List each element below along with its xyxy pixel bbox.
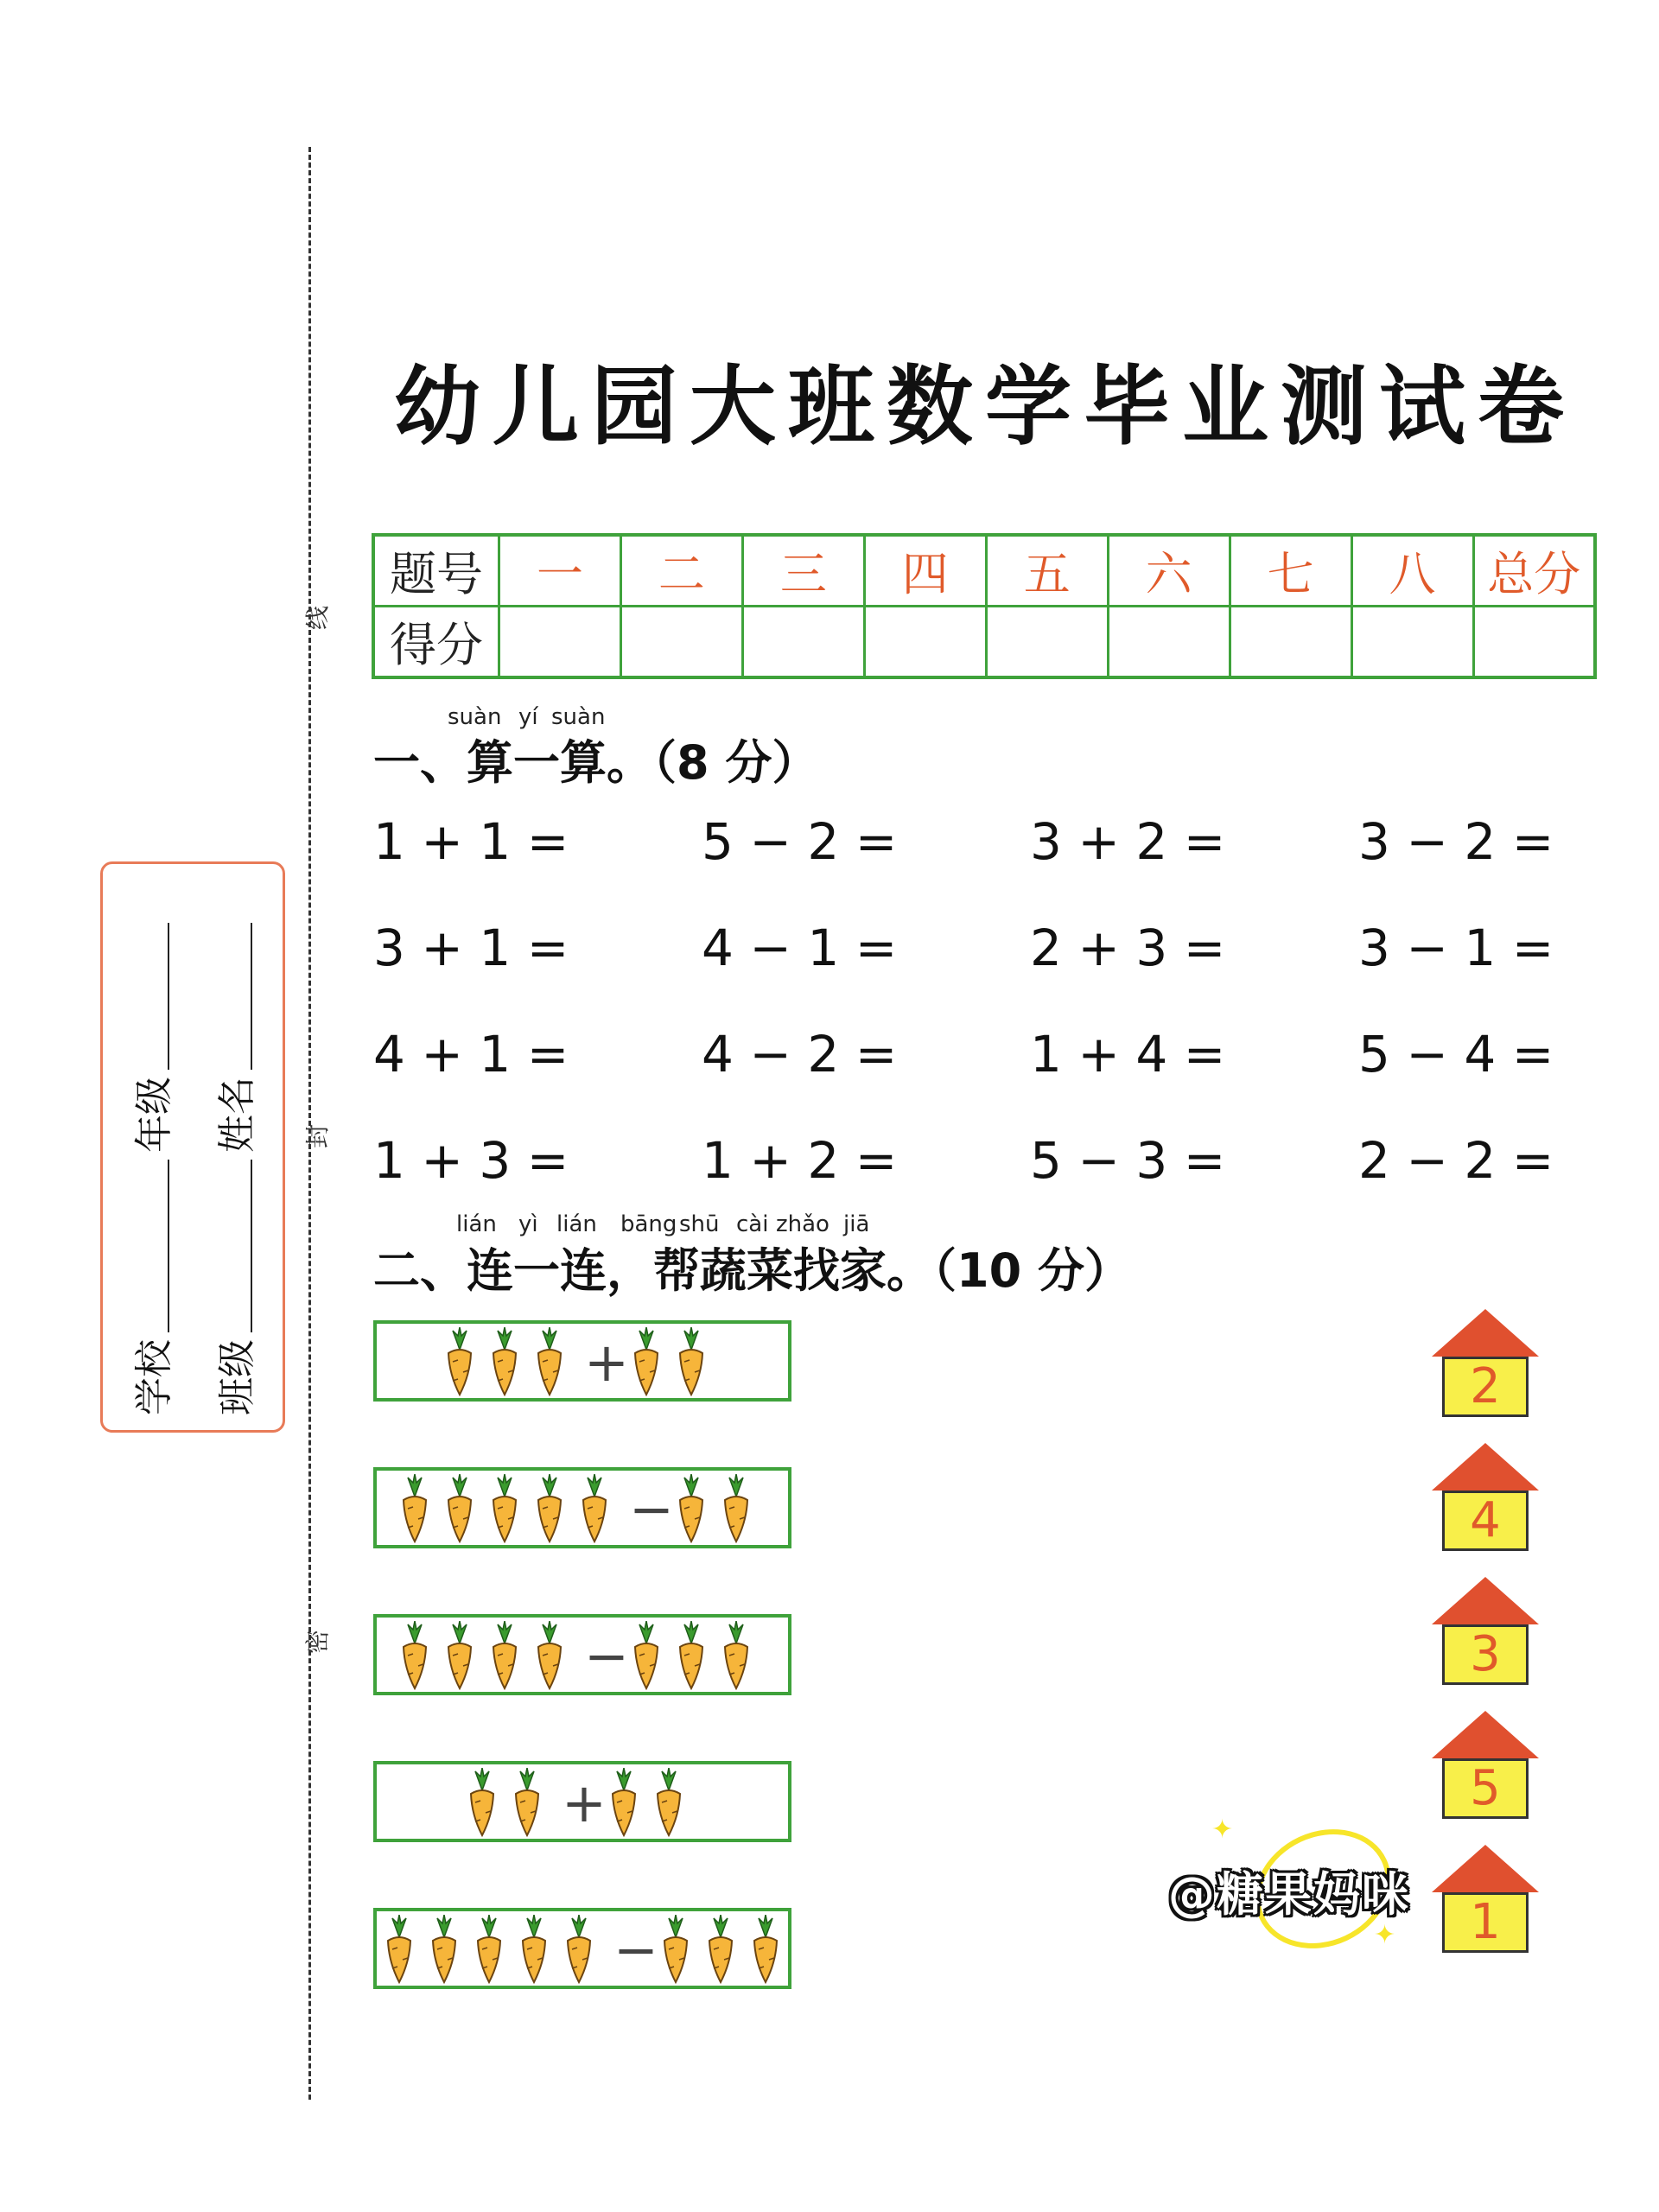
carrot-icon [489, 1474, 520, 1543]
house-number: 4 [1442, 1491, 1529, 1551]
section1-pinyin-1: suàn [448, 704, 502, 730]
equation: 5 − 2 = [702, 812, 898, 871]
carrot-icon [631, 1621, 662, 1690]
section2-pinyin-4: bāng [620, 1211, 677, 1237]
carrot-icon [579, 1474, 610, 1543]
section2-title: 二、连一连，帮蔬菜找家。（10 分） [373, 1243, 1131, 1298]
class-label: 班级 [215, 1339, 259, 1415]
section2-pinyin-3: lián [556, 1211, 597, 1237]
carrot-icon [534, 1621, 565, 1690]
score-col-total: 总分 [1473, 535, 1595, 607]
house-roof [1432, 1577, 1539, 1624]
school-blank[interactable] [168, 1160, 169, 1332]
score-table-row2-label: 得分 [373, 607, 499, 678]
seal-mark-mi: 密 [303, 1629, 333, 1655]
seal-mark-xian: 线 [303, 605, 333, 631]
section2-pinyin-1: lián [456, 1211, 497, 1237]
equation: 3 + 2 = [1030, 812, 1226, 871]
school-label: 学校 [132, 1339, 176, 1415]
equation: 1 + 2 = [702, 1131, 898, 1190]
grade-label: 年级 [132, 1077, 176, 1153]
equation: 3 − 2 = [1358, 812, 1554, 871]
house-number: 3 [1442, 1624, 1529, 1685]
carrot-icon [384, 1915, 415, 1984]
carrot-icon [653, 1768, 684, 1837]
equation: 4 − 1 = [702, 918, 898, 977]
carrot-icon [721, 1621, 752, 1690]
carrot-icon [608, 1768, 639, 1837]
score-cell-2[interactable] [620, 607, 742, 678]
name-label: 姓名 [215, 1077, 259, 1153]
equation: 4 + 1 = [373, 1025, 569, 1084]
sparkle-icon: ✦ [1211, 1815, 1234, 1845]
house-3[interactable] [1432, 1577, 1539, 1686]
section2-pinyin-6: cài [736, 1211, 769, 1237]
carrot-icon [631, 1327, 662, 1396]
equation: 1 + 1 = [373, 812, 569, 871]
section2-pinyin-5: shū [679, 1211, 720, 1237]
score-col-1: 一 [499, 535, 621, 607]
carrot-icon [467, 1768, 498, 1837]
score-col-7: 七 [1230, 535, 1351, 607]
carrot-icon [676, 1621, 707, 1690]
score-col-2: 二 [620, 535, 742, 607]
score-cell-5[interactable] [986, 607, 1108, 678]
student-info-box [100, 861, 285, 1433]
section1-title: 一、算一算。（8 分） [373, 735, 819, 790]
house-roof [1432, 1443, 1539, 1491]
score-table-row1-label: 题号 [373, 535, 499, 607]
carrot-row-4[interactable] [373, 1761, 791, 1842]
carrot-row-3[interactable] [373, 1614, 791, 1695]
score-cell-7[interactable] [1230, 607, 1351, 678]
carrot-icon [518, 1915, 550, 1984]
carrot-icon [660, 1915, 691, 1984]
watermark-text: @糖果妈咪 [1168, 1867, 1410, 1922]
carrot-icon [563, 1915, 594, 1984]
carrot-icon [705, 1915, 736, 1984]
carrot-icon [750, 1915, 781, 1984]
section1-pinyin-3: suàn [551, 704, 606, 730]
score-cell-3[interactable] [742, 607, 864, 678]
equation: 4 − 2 = [702, 1025, 898, 1084]
section2-pinyin-7: zhǎo [776, 1211, 830, 1237]
house-number: 1 [1442, 1892, 1529, 1953]
carrot-icon [489, 1621, 520, 1690]
house-2[interactable] [1432, 1443, 1539, 1552]
carrot-icon [444, 1474, 475, 1543]
section2-pinyin-8: jiā [843, 1211, 870, 1237]
page-title: 幼儿园大班数学毕业测试卷 [394, 355, 1576, 457]
plus-sign: + [562, 1771, 607, 1834]
minus-sign: − [629, 1478, 674, 1541]
carrot-icon [474, 1915, 505, 1984]
equation: 3 − 1 = [1358, 918, 1554, 977]
score-cell-1[interactable] [499, 607, 621, 678]
equation: 3 + 1 = [373, 918, 569, 977]
equation: 2 + 3 = [1030, 918, 1226, 977]
sparkle-icon: ✦ [1374, 1920, 1396, 1950]
info-column-school-grade [111, 880, 189, 1415]
carrot-icon [721, 1474, 752, 1543]
house-number: 2 [1442, 1357, 1529, 1417]
section1-pinyin-2: yí [518, 704, 538, 730]
name-blank[interactable] [251, 923, 252, 1070]
carrot-icon [534, 1327, 565, 1396]
equation: 1 + 4 = [1030, 1025, 1226, 1084]
carrot-icon [676, 1474, 707, 1543]
carrot-icon [429, 1915, 460, 1984]
house-roof [1432, 1845, 1539, 1892]
score-cell-8[interactable] [1351, 607, 1473, 678]
house-roof [1432, 1309, 1539, 1357]
equation: 5 − 4 = [1358, 1025, 1554, 1084]
carrot-icon [534, 1474, 565, 1543]
seal-mark-feng: 封 [303, 1123, 333, 1149]
score-col-3: 三 [742, 535, 864, 607]
house-roof [1432, 1711, 1539, 1758]
carrot-row-1[interactable] [373, 1320, 791, 1402]
score-col-6: 六 [1108, 535, 1230, 607]
minus-sign: − [584, 1624, 629, 1688]
grade-blank[interactable] [168, 923, 169, 1070]
carrot-icon [399, 1474, 430, 1543]
carrot-icon [676, 1327, 707, 1396]
carrot-icon [512, 1768, 543, 1837]
carrot-row-2[interactable] [373, 1467, 791, 1548]
house-5[interactable] [1432, 1845, 1539, 1954]
house-1[interactable] [1432, 1309, 1539, 1418]
score-col-5: 五 [986, 535, 1108, 607]
house-number: 5 [1442, 1758, 1529, 1819]
carrot-icon [399, 1621, 430, 1690]
carrot-row-5[interactable] [373, 1908, 791, 1989]
score-cell-4[interactable] [864, 607, 986, 678]
score-cell-total[interactable] [1473, 607, 1595, 678]
score-table-header-row [373, 535, 1595, 607]
house-4[interactable] [1432, 1711, 1539, 1820]
carrot-icon [444, 1621, 475, 1690]
carrot-icon [489, 1327, 520, 1396]
equation: 5 − 3 = [1030, 1131, 1226, 1190]
score-cell-6[interactable] [1108, 607, 1230, 678]
info-column-class-name [194, 880, 272, 1415]
class-blank[interactable] [251, 1160, 252, 1332]
carrot-icon [444, 1327, 475, 1396]
minus-sign: − [613, 1918, 658, 1981]
score-col-8: 八 [1351, 535, 1473, 607]
score-table-score-row [373, 607, 1595, 678]
equation: 1 + 3 = [373, 1131, 569, 1190]
plus-sign: + [584, 1331, 629, 1394]
equation: 2 − 2 = [1358, 1131, 1554, 1190]
score-table [372, 533, 1597, 679]
section2-pinyin-2: yì [518, 1211, 538, 1237]
score-col-4: 四 [864, 535, 986, 607]
